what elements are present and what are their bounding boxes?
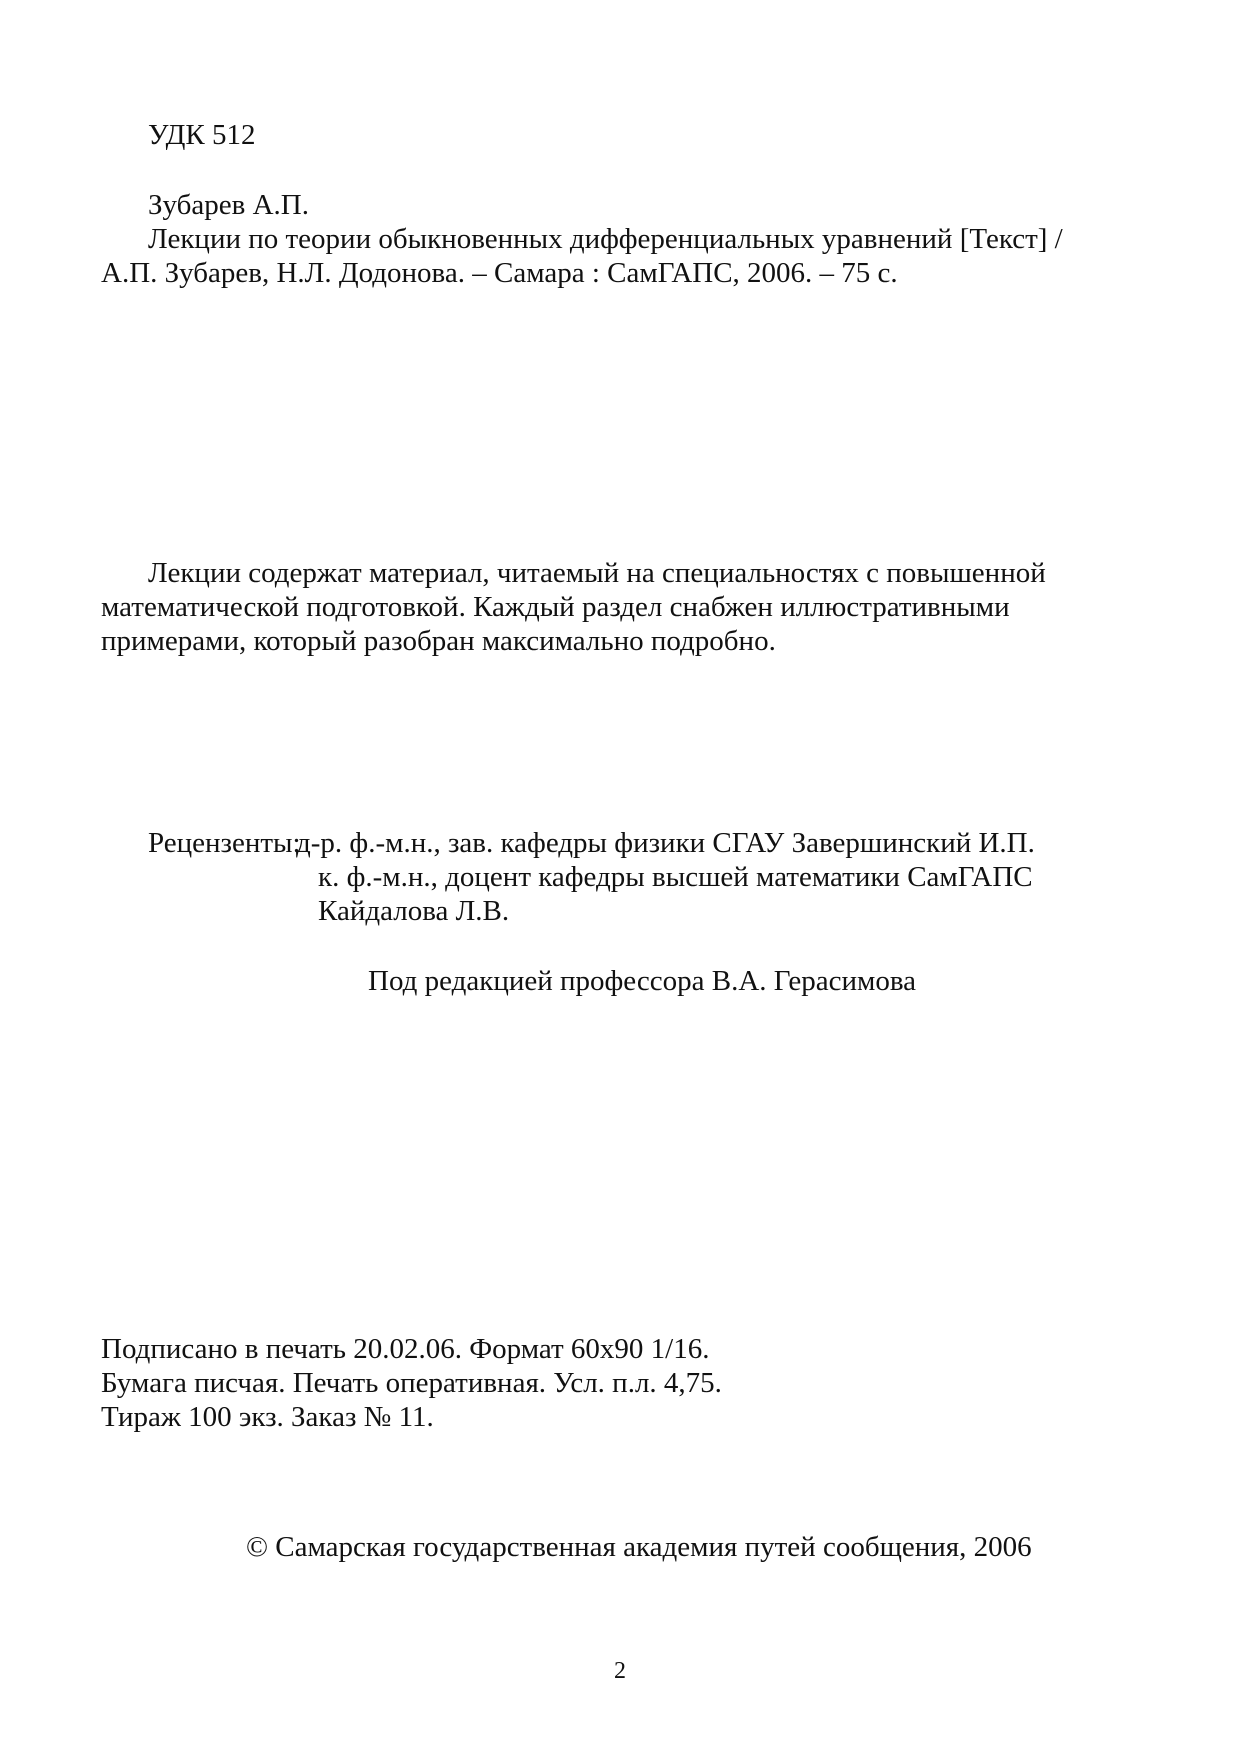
reviewer-line-2: к. ф.-м.н., доцент кафедры высшей математики СамГАПС [318,861,1033,893]
bibliography-title-line-1: Лекции по теории обыкновенных дифференциальных уравнений [Текст] / [148,223,1063,255]
copyright-notice: © Самарская государственная академия путей сообщения, 2006 [246,1531,1032,1563]
bibliography-author: Зубарев А.П. [148,189,309,221]
reviewers-label: Рецензенты: [148,827,301,859]
abstract-line-1: Лекции содержат материал, читаемый на специальностях с повышенной [148,557,1046,589]
abstract-line-2: математической подготовкой. Каждый раздел снабжен иллюстративными [101,591,1010,623]
abstract-line-3: примерами, который разобран максимально подробно. [101,625,776,657]
reviewer-line-1: д-р. ф.-м.н., зав. кафедры физики СГАУ Завершинский И.П. [296,827,1035,859]
imprint-line-2: Бумага писчая. Печать оперативная. Усл. п.л. 4,75. [101,1367,722,1399]
bibliography-title-line-2: А.П. Зубарев, Н.Л. Додонова. – Самара : СамГАПС, 2006. – 75 с. [101,257,898,289]
imprint-line-3: Тираж 100 экз. Заказ № 11. [101,1401,434,1433]
page-number: 2 [614,1658,626,1684]
udk-code: УДК 512 [148,119,256,151]
reviewer-line-3: Кайдалова Л.В. [318,895,510,927]
imprint-line-1: Подписано в печать 20.02.06. Формат 60х90 1/16. [101,1333,710,1365]
editor-note: Под редакцией профессора В.А. Герасимова [368,965,917,997]
